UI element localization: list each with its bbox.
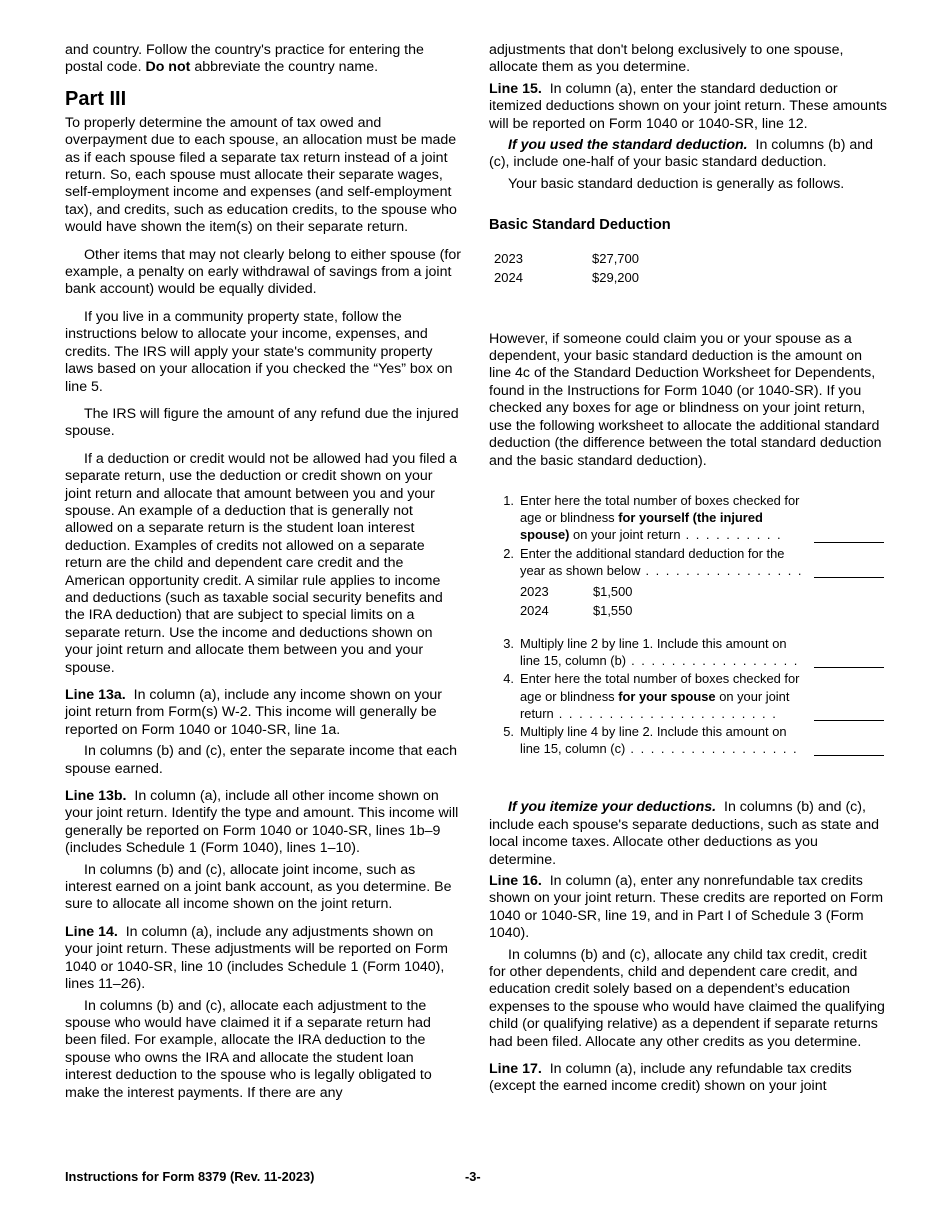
- table-row: [494, 268, 639, 287]
- line-13b-paragraph: Line 13b. In column (a), include all other income shown on your joint return. Identify the type and amount. This income will generally be reported on Form 1040 or 1040-SR, lines 1b–9 (includes Schedule 1 (Form 1040), lines 1–10).: [65, 788, 459, 857]
- deduction-credit-paragraph: If a deduction or credit would not be allowed had you filed a separate return, use the deduction or credit shown on your joint return and allocate that amount between you and your spouse. An example of a deduction that is generally not allowed on a separate return is the student loan interest deduction. Examples of credits not allowed on a separate return are the child and dependent care credit and the American opportunity credit. A similar rule applies to income and deductions (such as taxable social security benefits and the IRA deduction) that are subject to special limits on a separate return. Use the income and deductions shown on your joint return and allocate them between you and your spouse.: [65, 450, 458, 676]
- worksheet-line-3-entry[interactable]: [814, 665, 884, 668]
- worksheet-line-4-entry[interactable]: [814, 718, 884, 721]
- amount-cell: $1,500: [593, 583, 633, 599]
- worksheet-line-5: 5. Multiply line 4 by line 2. Include this amount on line 15, column (c) . . . . . . . . . . . . . . . . .: [489, 723, 887, 757]
- table-row: [494, 249, 639, 268]
- dependent-paragraph: However, if someone could claim you or your spouse as a dependent, your basic standard deduction is the amount on line 4c of the Standard Deduction Worksheet for Dependents, found in the Instructions for Form 1040 (or 1040-SR). If you checked any boxes for age or blindness on your joint return, use the following worksheet to allocate the additional standard deduction (the difference between the total standard deduction and the basic standard deduction).: [489, 330, 882, 469]
- worksheet-line-3: 3. Multiply line 2 by line 1. Include this amount on line 15, column (b) . . . . . . . . . . . . . . . . .: [489, 635, 887, 669]
- amount-cell: $29,200: [592, 269, 639, 285]
- line-14-columns-paragraph: In columns (b) and (c), allocate each adjustment to the spouse who would have claimed it if a separate return had been filed. For example, allocate the IRA deduction to the spouse who owns the IRA and allocate the student loan interest deduction to the spouse who is legally obligated to make the interest payments. If there are any: [65, 997, 432, 1101]
- line-17-paragraph: Line 17. In column (a), include any refundable tax credits (except the earned income credit) shown on your joint: [489, 1061, 852, 1095]
- basic-standard-deduction-table: [494, 249, 639, 287]
- right-column: [489, 42, 887, 1106]
- line-15-paragraph: Line 15. In column (a), enter the standard deduction or itemized deductions shown on your joint return. These amounts will be reported on Form 1040 or 1040-SR, line 12.: [489, 80, 887, 132]
- itemize-paragraph: If you itemize your deductions. In columns (b) and (c), include each spouse's separate deductions, such as state and local income taxes. Allocate other deductions as you determine.: [489, 799, 879, 868]
- year-cell: 2024: [494, 269, 523, 285]
- worksheet-line-2-amounts: [489, 580, 887, 634]
- additional-deduction-worksheet: [489, 492, 887, 757]
- line-13a-paragraph: Line 13a. In column (a), include any income shown on your joint return from Form(s) W-2. This income will generally be reported on Form 1040 or 1040-SR, line 1a.: [65, 687, 442, 738]
- year-cell: 2023: [520, 583, 549, 599]
- page-number: -3-: [465, 1169, 481, 1184]
- country-paragraph: and country. Follow the country's practice for entering the postal code. Do not abbreviate the country name.: [65, 42, 424, 76]
- worksheet-line-1-entry[interactable]: [814, 540, 884, 543]
- community-property-paragraph: If you live in a community property state, follow the instructions below to allocate your income, expenses, and credits. The IRS will apply your state's community property laws based on your allocation if you checked the “Yes” box on line 5.: [65, 308, 453, 395]
- line-14-paragraph: Line 14. In column (a), include any adjustments shown on your joint return. These adjustments will be reported on Form 1040 or 1040-SR, line 10 (includes Schedule 1 (Form 1040), lines 11–26).: [65, 923, 448, 993]
- standard-deduction-paragraph: If you used the standard deduction. In columns (b) and (c), include one-half of your basic standard deduction.: [489, 137, 874, 171]
- additional-deduction-amounts: [520, 582, 808, 620]
- part-iii-heading: Part III: [65, 87, 127, 110]
- line-16-paragraph: Line 16. In column (a), enter any nonrefundable tax credits shown on your joint return. These credits are reported on Form 1040 or 1040-SR, line 19, and in Part I of Schedule 3 (Form 1040).: [489, 872, 884, 942]
- other-items-paragraph: Other items that may not clearly belong to either spouse (for example, a penalty on early withdrawal of savings from a joint bank account) would be equally divided.: [65, 246, 461, 298]
- basic-standard-deduction-heading: Basic Standard Deduction: [489, 217, 671, 234]
- page-footer: [65, 1168, 887, 1185]
- refund-paragraph: The IRS will figure the amount of any refund due the injured spouse.: [65, 405, 459, 440]
- line-13b-columns-paragraph: In columns (b) and (c), allocate joint income, such as interest earned on a joint bank account, as you determine. Be sure to allocate all income shown on the joint return.: [65, 861, 452, 913]
- worksheet-line-2-entry[interactable]: [814, 575, 884, 578]
- left-column: [65, 42, 461, 1112]
- amount-cell: $1,550: [593, 602, 633, 618]
- year-cell: 2023: [494, 250, 523, 266]
- worksheet-line-4: 4. Enter here the total number of boxes checked for age or blindness for your spouse on your joint return . . . . . . . . . . . . . . . . . . . . . .: [489, 670, 887, 722]
- year-cell: 2024: [520, 602, 549, 618]
- worksheet-line-1: 1. Enter here the total number of boxes checked for age or blindness for yourself (the injured spouse) on your joint return . . . . . . . . . .: [489, 492, 887, 544]
- line-16-columns-paragraph: In columns (b) and (c), allocate any child tax credit, credit for other dependents, child and dependent care credit, and education credit solely based on a dependent’s education expenses to the spouse who would have claimed the qualifying child (or qualifying relative) as a dependent if separate returns had been filed. Allocate any other credits as you determine.: [489, 946, 885, 1050]
- worksheet-line-2: 2. Enter the additional standard deduction for the year as shown below . . . . . . . . . . . . . . . .: [489, 545, 887, 579]
- basic-deduction-intro: Your basic standard deduction is generally as follows.: [508, 175, 845, 192]
- line-13a-columns-paragraph: In columns (b) and (c), enter the separate income that each spouse earned.: [65, 743, 458, 777]
- footer-title: Instructions for Form 8379 (Rev. 11-2023): [65, 1169, 315, 1184]
- allocation-paragraph: To properly determine the amount of tax owed and overpayment due to each spouse, an allocation must be made as if each spouse filed a separate tax return instead of a joint return. So, each spouse must allocate their separate wages, self-employment income and expenses (and self-employment tax), and credits, such as education credits, to the spouse who would have shown the item(s) on their separate return.: [65, 114, 457, 236]
- worksheet-line-5-entry[interactable]: [814, 753, 884, 756]
- amount-cell: $27,700: [592, 250, 639, 266]
- adjustments-continued-paragraph: adjustments that don't belong exclusively to one spouse, allocate them as you determine.: [489, 42, 844, 76]
